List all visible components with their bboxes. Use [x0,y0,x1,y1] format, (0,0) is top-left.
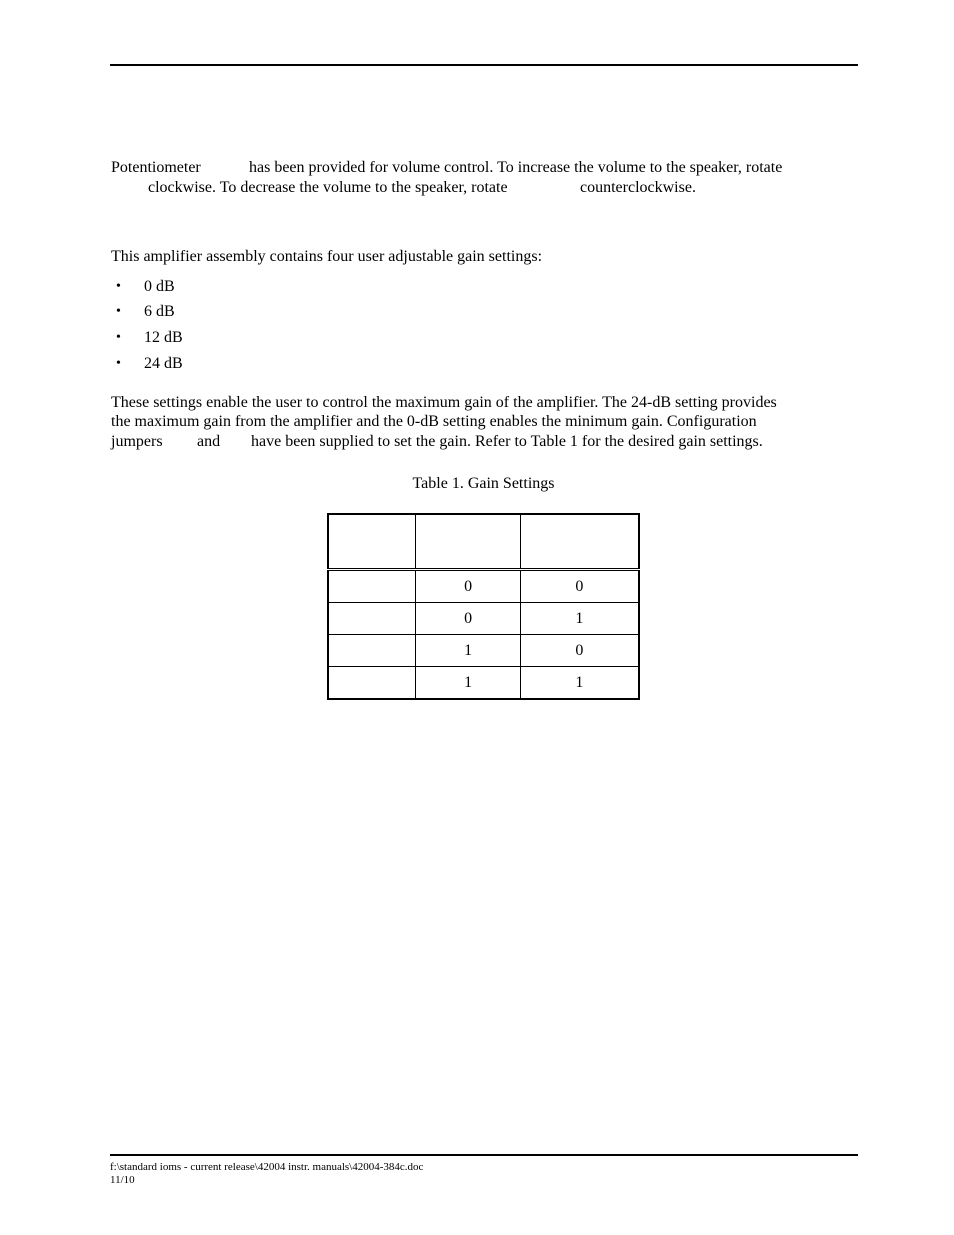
bullet-icon: • [116,279,121,294]
table-cell: 1 [416,667,520,700]
settings-line-3-end: have been supplied to set the gain. Refer to Table 1 for the desired gain settings. [251,433,763,450]
table-cell: 0 [416,570,520,603]
table-header-cell [520,514,639,570]
table-header-row [328,514,639,570]
table-cell [328,570,416,603]
table-cell: 0 [416,603,520,635]
footer-rule [110,1154,858,1156]
table-cell [328,667,416,700]
table-cell: 1 [416,635,520,667]
volume-line-1-start: Potentiometer [111,159,201,176]
settings-line-3-start: jumpers [111,433,163,450]
bullet-icon: • [116,356,121,371]
table-row [328,667,639,700]
table-cell: 1 [520,667,639,700]
list-item: 12 dB [144,329,183,346]
table-cell: 0 [520,570,639,603]
volume-line-2-start: clockwise. To decrease the volume to the speaker, rotate [148,179,508,196]
table-cell [328,635,416,667]
table-header-cell [328,514,416,570]
table-header-cell [416,514,520,570]
list-item: 24 dB [144,355,183,372]
footer-date: 11/10 [110,1174,135,1186]
table-row [328,603,639,635]
table-cell: 0 [520,635,639,667]
bullet-icon: • [116,304,121,319]
settings-line-3-mid: and [197,433,221,450]
table-cell: 1 [520,603,639,635]
table-cell [328,603,416,635]
table-caption: Table 1. Gain Settings [412,475,555,492]
gain-intro-text: This amplifier assembly contains four user adjustable gain settings: [111,248,543,265]
settings-line-2: the maximum gain from the amplifier and the 0-dB setting enables the minimum gain. Configuration [111,413,757,430]
volume-line-2-end: counterclockwise. [580,179,696,196]
gain-settings-table [327,513,640,700]
table-row [328,635,639,667]
bullet-icon: • [116,330,121,345]
footer-file-path: f:\standard ioms - current release\42004 instr. manuals\42004-384c.doc [110,1161,424,1173]
header-rule [110,64,858,66]
volume-line-1-end: has been provided for volume control. To increase the volume to the speaker, rotate [249,159,783,176]
list-item: 0 dB [144,278,175,295]
table-row [328,570,639,603]
settings-line-1: These settings enable the user to control the maximum gain of the amplifier. The 24-dB setting provides [111,394,777,411]
list-item: 6 dB [144,303,175,320]
